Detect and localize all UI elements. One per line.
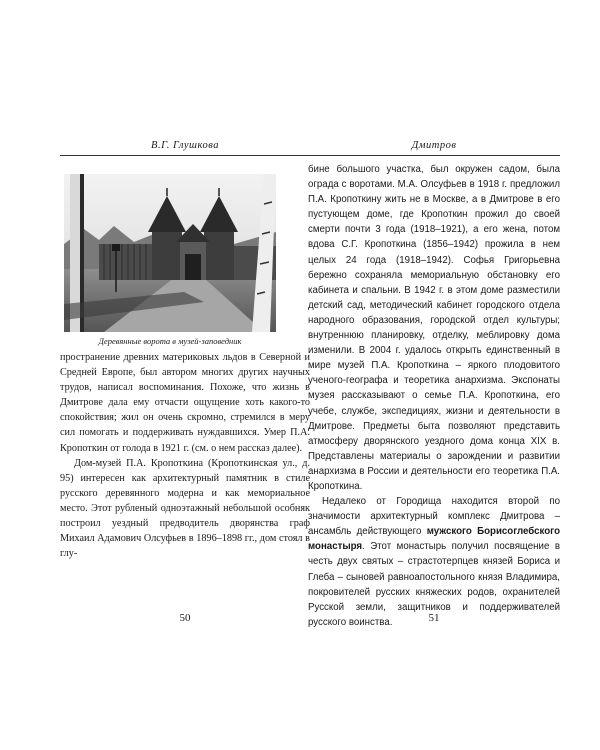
monastery-name-bold: мужского Борисоглебского монастыря <box>308 526 560 553</box>
header-rule-right <box>308 155 560 156</box>
page-number-left: 50 <box>179 612 191 624</box>
paragraph <box>308 494 560 630</box>
right-body-text <box>308 162 560 630</box>
page-number-right: 51 <box>428 612 440 624</box>
left-page <box>60 140 310 624</box>
wooden-gates-photo <box>64 174 276 332</box>
paragraph-text: Недалеко от Городища находится второй по значимости архитектурный комплекс Дмитрова – ансамбль действующего <box>308 496 560 538</box>
right-page <box>308 140 560 628</box>
photo-caption: Деревянные ворота в музей-заповедник <box>98 336 242 346</box>
header-rule-left <box>60 155 310 156</box>
paragraph: пространение древних материковых льдов в Северной и Средней Европе, был автором многих других научных трудов, написал воспоминания. Похоже, что жизнь в Дмитрове дала ему отчасти ощущение хоть какого-то спокойствия; жил он очень скромно, стремился в меру сил помогать и поддерживать нуждавшихся. Умер П.А. Кропоткин от голода в 1921 г. (см. о нем рассказ далее). <box>60 352 310 454</box>
running-head-right: Дмитров <box>411 140 457 151</box>
paragraph-text: . Этот монастырь получил посвящение в честь двух святых – страстотерпцев князей Бориса и Глеба – сыновей равноапостольного князя Владимира, покровителей русских княжеских родов, охранителей Русской земли, защитников и поддерживателей русского воинства. <box>308 541 560 628</box>
paragraph: Дом-музей П.А. Кропоткина (Кропоткинская ул., д. 95) интересен как архитектурный памятник в стиле русского деревянного модерна и как мемориальное место. Этот рубленый одноэтажный небольшой особняк построил уездный предводитель дворянства граф Михаил Адамович Олсуфьев в 1896–1898 гг., дом стоял в глу- <box>60 457 310 560</box>
running-head-left: В.Г. Глушкова <box>151 140 219 151</box>
left-body-text <box>60 350 310 561</box>
paragraph: бине большого участка, был окружен садом, была ограда с воротами. М.А. Олсуфьев в 1918 г. предложил П.А. Кропоткину жить не в Москве, а в Дмитрове в его пустующем доме, где Кропоткин прожил до своей смерти почти 3 года (1918–1921), а его жена, потом вдова С.Г. Кропоткина (1856–1942) прожила в нем целых 24 года (1918–1942). Софья Григорьевна бережно сохраняла мемориальную обстановку его кабинета и спальни. В 1942 г. в этом доме разместили детский сад, методический кабинет городского отдела народного образования, городской отдел культуры; внутреннюю планировку, отделку, меблировку дома изменили. В 2004 г. удалось открыть единственный в мире музей П.А. Кропоткина – яркого плодовитого ученого-географа и теоретика анархизма. Экспонаты музея рассказывают о семье П.А. Кропоткина, его учебе, службе, экспедициях, жизни и деятельности в Дмитрове. Предметы быта позволяют представить атмосферу дворянского уездного дома конца XIX в. Представлены материалы о зарождении и развитии анархизма в России и деятельности его теоретика П.А. Кропоткина. <box>308 164 560 492</box>
